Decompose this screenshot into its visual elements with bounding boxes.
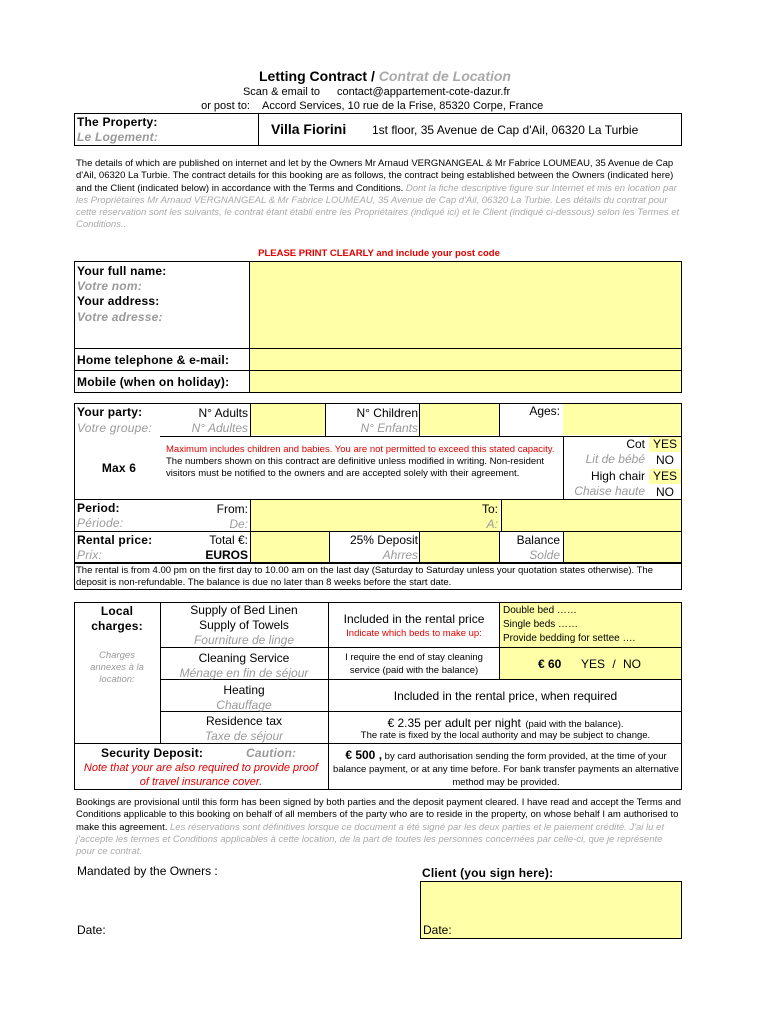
tax-price-value: € 2.35 per adult per night [387, 716, 521, 730]
settee: Provide bedding for settee …. [503, 633, 636, 644]
terms-text [76, 797, 682, 858]
ages-label: Ages: [529, 404, 560, 418]
email: contact@appartement-cote-dazur.fr [337, 86, 511, 98]
name-label-fr: Votre nom: [77, 279, 142, 293]
owners-date-label: Date: [77, 923, 106, 937]
post-label: or post to: [201, 100, 250, 112]
tax-label: Residence tax [205, 714, 283, 728]
cleaning-note: I require the end of stay cleaning service (paid with the balance) [345, 652, 483, 676]
security-note: by card authorisation sending the form provided, at the time of your balance payment, or at any time before. For bank transfer payments an alternative method may be provided. [333, 751, 679, 788]
total-field[interactable] [251, 532, 329, 562]
towels-label: Supply of Towels [199, 618, 289, 632]
adults-label: N° Adults [198, 406, 248, 420]
name-label: Your full name: [77, 264, 167, 278]
balance-label: Balance [516, 533, 560, 547]
balance-field[interactable] [563, 532, 681, 562]
party-label-fr: Votre groupe: [77, 421, 152, 435]
owners-label: Mandated by the Owners : [77, 864, 218, 878]
property-label: The Property: [77, 115, 158, 129]
cot-label-fr: Lit de bébé [585, 452, 645, 466]
period-label-fr: Période: [77, 516, 124, 530]
party-label: Your party: [77, 405, 143, 419]
deposit-label: 25% Deposit [349, 533, 418, 547]
mobile-label: Mobile (when on holiday): [77, 375, 230, 389]
heating-note: Included in the rental price, when required [393, 689, 618, 703]
insurance-note: Note that your are also required to provide proof of travel insurance cover. [83, 762, 319, 788]
client-sign-label: Client (you sign here): [422, 866, 554, 880]
from-label: From: [216, 502, 248, 516]
intro-text [76, 158, 682, 232]
client-date-label: Date: [423, 923, 452, 937]
tax-paid: (paid with the balance). [525, 719, 624, 730]
price-label-fr: Prix: [77, 548, 102, 562]
cleaning-label: Cleaning Service [198, 651, 290, 665]
local-label-fr: Charges annexes à la location: [90, 650, 144, 685]
balance-label-fr: Solde [529, 548, 560, 562]
heating-label-fr: Chauffage [216, 698, 272, 712]
ages-field[interactable] [563, 404, 681, 435]
post-address: Accord Services, 10 rue de la Frise, 85320 Corpe, France [262, 100, 544, 112]
highchair-no-option[interactable]: NO [656, 485, 674, 499]
single-beds: Single beds …… [503, 619, 579, 630]
cleaning-yes-no[interactable]: YES / NO [581, 657, 642, 671]
currency-label: EUROS [205, 548, 248, 562]
title-en: Letting Contract [258, 68, 368, 84]
address-field[interactable] [249, 262, 681, 348]
contract-title [0, 68, 770, 84]
caution-label: Caution: [246, 746, 297, 760]
title-fr: Contrat de Location [378, 68, 511, 84]
party-note [166, 444, 562, 481]
indicate-beds: Indicate which beds to make up: [346, 628, 482, 639]
highchair-label-fr: Chaise haute [574, 484, 645, 498]
cot-yes-option[interactable]: YES [649, 437, 681, 452]
cleaning-price: € 60 [538, 657, 562, 671]
tax-label-fr: Taxe de séjour [204, 729, 284, 743]
highchair-yes-option[interactable]: YES [649, 469, 681, 484]
phone-field[interactable] [249, 349, 681, 370]
children-label-fr: N° Enfants [360, 421, 418, 435]
intro-fr: Dont la fiche descriptive figure sur Internet et mis en location par les Propriétaires Mr Arnaud VERGNANGEAL & Mr Fabrice LOUMEAU, 35 Avenue de Cap d'Ail, 06320 La Turbie. Les détails du contrat pour cette réservation sont les suivants, le contrat étant établi entre les Propriétaires (indiqué ici) et le Client (indiqué ci-dessous) selon les Termes et Conditions.. [76, 182, 680, 231]
cot-no-option[interactable]: NO [656, 453, 674, 467]
security-price: € 500 , [345, 748, 383, 762]
to-label: To: [481, 502, 498, 516]
security-label: Security Deposit: [101, 746, 204, 760]
address-label: Your address: [77, 294, 160, 308]
security-note-block [331, 749, 681, 789]
period-label: Period: [77, 501, 120, 515]
print-notice: PLEASE PRINT CLEARLY and include your post code [258, 248, 500, 259]
children-field[interactable] [419, 404, 499, 435]
tax-note: The rate is fixed by the local authority and may be subject to change. [360, 730, 651, 741]
scan-label: Scan & email to [242, 86, 320, 98]
to-label-fr: A: [486, 517, 498, 531]
rental-note: The rental is from 4.00 pm on the first day to 10.00 am on the last day (Saturday to Saturday unless your quotation states otherwise). The deposit is non-refundable. The balance is due no later than 8 weeks before the start date. [76, 565, 653, 588]
local-label: Local charges: [91, 604, 143, 633]
linen-included: Included in the rental price [343, 612, 485, 626]
deposit-label-fr: Ahrres [382, 548, 418, 562]
intro-en: The details of which are published on internet and let by the Owners Mr Arnaud VERGNANGEAL & Mr Fabrice LOUMEAU, 35 Avenue de Cap d'Ail, 06320 La Turbie. The contract details for this booking are as follows, the contract being established between the Owners (indicated here) and the Client (indicated below) in accordance with the Terms and Conditions. [76, 158, 674, 194]
highchair-label: High chair [590, 469, 645, 483]
max-label: Max 6 [101, 461, 137, 475]
adults-field[interactable] [250, 404, 325, 435]
children-label: N° Children [356, 406, 418, 420]
price-label: Rental price: [77, 533, 153, 547]
total-label: Total €: [209, 533, 248, 547]
party-note-black: The numbers shown on this contract are definitive unless modified in writing. Non-resident visitors must be notified to the owners and are accepted solely with their agreement. [166, 456, 545, 480]
to-field[interactable] [502, 500, 681, 531]
address-label-fr: Votre adresse: [77, 310, 163, 324]
double-bed: Double bed …… [503, 605, 577, 616]
deposit-field[interactable] [419, 532, 499, 562]
terms-en: Bookings are provisional until this form has been signed by both parties and the deposit payment cleared. I have read and accept the Terms and Conditions applicable to this booking on behalf of all members of the party who are to reside in the property, on whose behalf I am authorised to make this agreement. [76, 797, 682, 833]
mobile-field[interactable] [249, 371, 681, 392]
party-note-red: Maximum includes children and babies. You are not permitted to exceed this stated capacity. [166, 444, 555, 455]
adults-label-fr: N° Adultes [191, 421, 248, 435]
phone-label: Home telephone & e-mail: [77, 353, 230, 367]
property-name: Villa Fiorini [271, 121, 347, 137]
property-label-fr: Le Logement: [77, 130, 159, 144]
linen-label: Supply of Bed Linen [190, 603, 298, 617]
property-address: 1st floor, 35 Avenue de Cap d'Ail, 06320 La Turbie [372, 123, 639, 137]
terms-fr: Les réservations sont définitives lorsque ce document a été signé par les deux parties et le paiement crédité. J'ai lu et j'accepte les termes et Conditions applicables à cette location, de la part de toutes les personnes concernées par celle-ci, que je représente pour ce contrat. [76, 821, 664, 858]
linen-label-fr: Fourniture de linge [193, 633, 295, 647]
cot-label: Cot [626, 437, 645, 451]
client-signature-field[interactable] [420, 881, 682, 939]
from-label-fr: De: [229, 517, 248, 531]
heating-label: Heating [223, 683, 265, 697]
title-sep: / [370, 68, 375, 84]
cleaning-label-fr: Ménage en fin de séjour [179, 666, 309, 680]
